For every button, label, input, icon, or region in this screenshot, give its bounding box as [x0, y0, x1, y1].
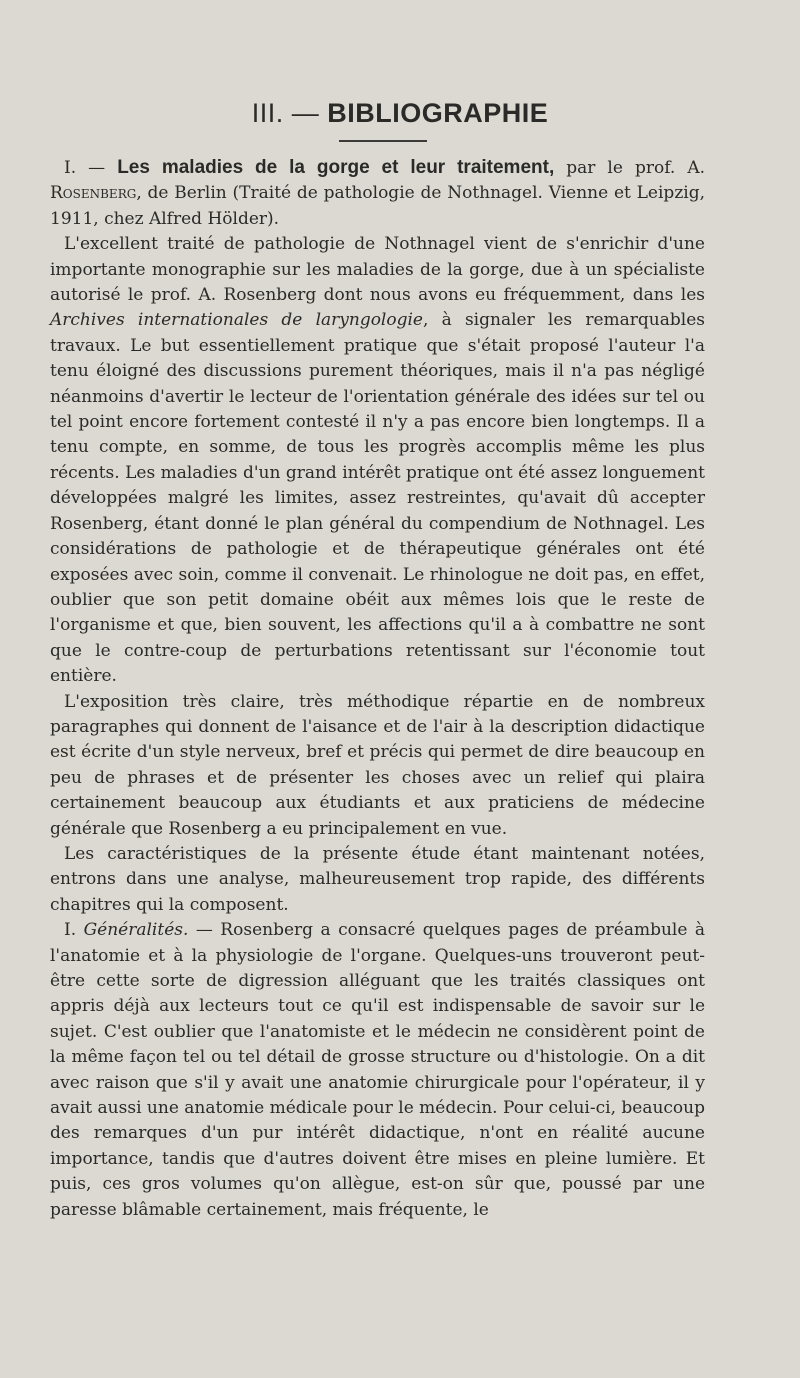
heading-rule [339, 140, 427, 142]
entry-by: par le prof. A. [554, 158, 705, 178]
journal-title: Archives internationales de laryngologie [50, 310, 423, 331]
body-text [50, 155, 705, 1223]
paragraph-1-part-a: L'excellent traité de pathologie de Nothnagel vient de s'enrichir d'une importante monographie sur les maladies de la gorge, due à un spécialiste autorisé le prof. A. Rosenberg dont nous avons eu fréquemment, dans les [50, 234, 705, 306]
paragraph-2: L'exposition très claire, très méthodique répartie en de nombreux paragraphes qui donnent de l'aisance et de l'air à la description didactique est écrite d'un style nerveux, bref et précis qui permet de dire beaucoup en peu de phrases et de présenter les choses avec un relief qui plaira certainement beaucoup aux étudiants et aux praticiens de médecine générale que Rosenberg a eu principalement en vue. [50, 691, 705, 839]
entry-title: Les maladies de la gorge et leur traitement, [117, 157, 555, 178]
entry-citation [50, 155, 705, 232]
section-title: BIBLIOGRAPHIE [327, 98, 549, 128]
paragraph-3: Les caractéristiques de la présente étude étant maintenant notées, entrons dans une analyse, malheureusement trop rapide, des différents chapitres qui la composent. [50, 843, 705, 915]
paragraph-1-part-b: , à signaler les remarquables travaux. Le but essentiellement pratique que s'était proposé l'auteur l'a tenu éloigné des discussions purement théoriques, mais il n'a pas négligé néanmoins d'avertir le lecteur de l'orientation générale des idées sur tel ou tel point encore fortement contesté il n'y a pas encore bien longtemps. Il a tenu compte, en somme, de tous les progrès accomplis même les plus récents. Les maladies d'un grand intérêt pratique ont été assez longuement développées malgré les limites, assez restreintes, qu'avait dû accepter Rosenberg, étant donné le plan général du compendium de Nothnagel. Les considérations de pathologie et de thérapeutique générales ont été exposées avec soin, comme il convenait. Le rhinologue ne doit pas, en effet, oublier que son petit domaine obéit aux mêmes lois que le reste de l'organisme et que, bien souvent, les affections qu'il a à combattre ne sont que le contre-coup de perturbations retentissant sur l'économie tout entière. [50, 310, 705, 687]
paragraph-4-text: — Rosenberg a consacré quelques pages de préambule à l'anatomie et à la physiologie de l'organe. Quelques-uns trouveront peut-être cette sorte de digression alléguant que les traités classiques ont appris déjà aux lecteurs tout ce qu'il est indispensable de savoir sur le sujet. C'est oublier que l'anatomiste et le médecin ne considèrent point de la même façon tel ou tel détail de grosse structure ou d'histologie. On a dit avec raison que s'il y avait une anatomie chirurgicale pour l'opérateur, il y avait aussi une anatomie médicale pour le médecin. Pour celui-ci, beaucoup des remarques d'un pur intérêt didactique, n'ont en réalité aucune importance, tandis que d'autres doivent être mises en pleine lumière. Et puis, ces gros volumes qu'on allègue, est-on sûr que, poussé par une paresse blâmable certainement, mais fréquente, le [50, 920, 705, 1220]
entry-reference: , de Berlin (Traité de pathologie de Nothnagel. Vienne et Leipzig, 1911, chez Alfred Hölder). [50, 183, 705, 229]
chapter-label: Généralités. [83, 920, 189, 941]
entry-number: I. — [64, 158, 118, 178]
entry-author: Rosenberg [50, 183, 137, 204]
paragraph-1 [50, 232, 705, 689]
chapter-number: I. [64, 920, 84, 941]
section-heading [0, 98, 800, 129]
paragraph-4 [50, 918, 705, 1223]
section-number: III. — [251, 98, 328, 128]
